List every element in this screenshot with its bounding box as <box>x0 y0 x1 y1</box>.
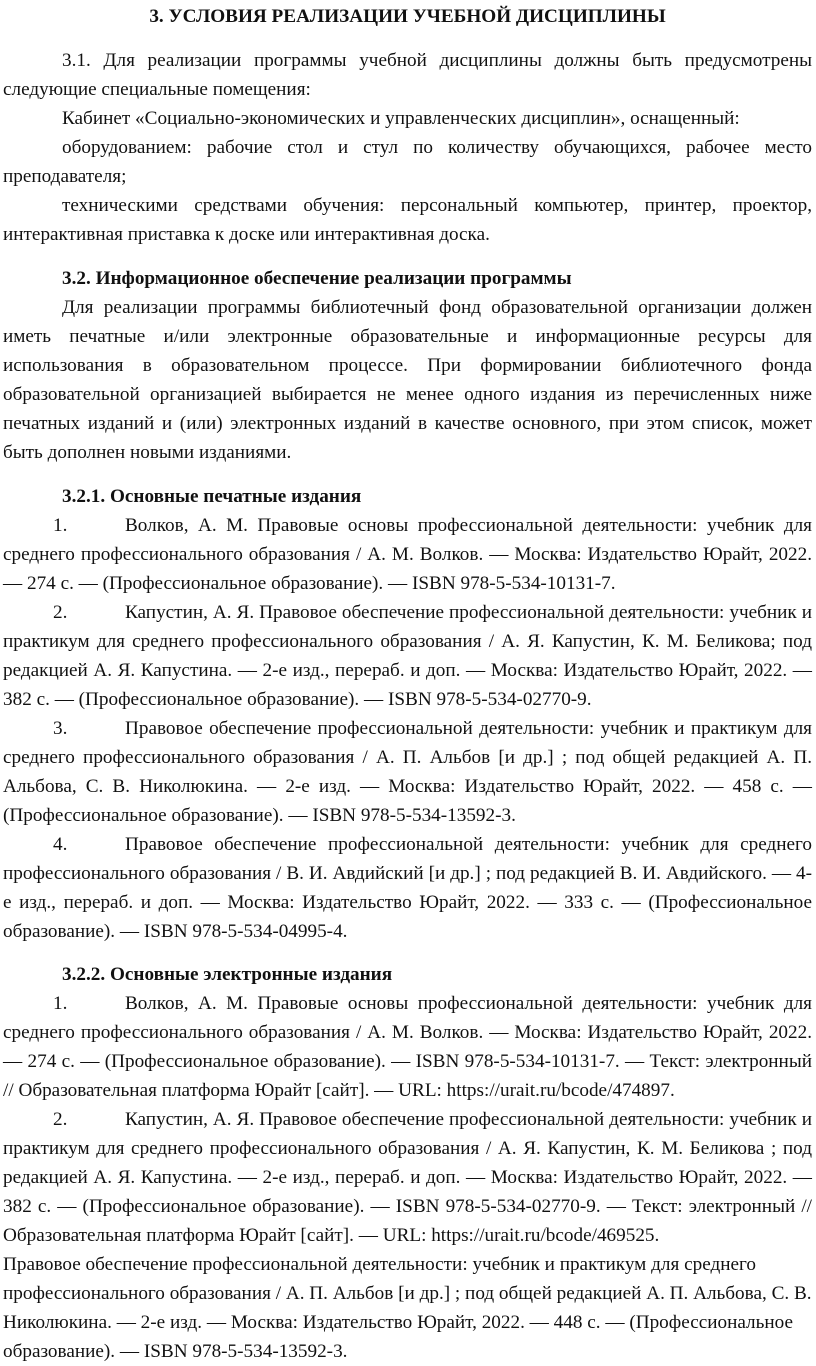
electronic-editions-list <box>3 989 812 1250</box>
cabinet-paragraph: Кабинет «Социально-экономических и управленческих дисциплин», оснащенный: <box>62 108 740 129</box>
list-item <box>3 989 812 1105</box>
spacer <box>3 31 812 46</box>
item-number: 4. <box>53 834 68 855</box>
item-text: Капустин, А. Я. Правовое обеспечение профессиональной деятельности: учебник и практикум для среднего профессионального образования / А. Я. Капустин, К. М. Беликова; под редакцией А. Я. Капустина. — 2-е изд., перераб. и доп. — Москва: Издательство Юрайт, 2022. — 382 с. — (Профессиональное образование). — ISBN 978-5-534-02770-9. <box>3 602 812 710</box>
item-text: Волков, А. М. Правовые основы профессиональной деятельности: учебник для среднего профессионального образования / А. М. Волков. — Москва: Издательство Юрайт, 2022. — 274 с. — (Профессиональное образование). — ISBN 978-5-534-10131-7. — Текст: электронный // Образовательная платформа Юрайт [сайт]. — URL: https://urait.ru/bcode/474897. <box>3 993 812 1101</box>
item-text: Правовое обеспечение профессиональной деятельности: учебник для среднего профессионального образования / В. И. Авдийский [и др.] ; под редакцией В. И. Авдийского. — 4-е изд., перераб. и доп. — Москва: Издательство Юрайт, 2022. — 333 с. — (Профессиональное образование). — ISBN 978-5-534-04995-4. <box>3 834 812 942</box>
page-title: 3. УСЛОВИЯ РЕАЛИЗАЦИИ УЧЕБНОЙ ДИСЦИПЛИНЫ <box>149 6 666 27</box>
item-text: Капустин, А. Я. Правовое обеспечение профессиональной деятельности: учебник и практикум для среднего профессионального образования / А. Я. Капустин, К. М. Беликова ; под редакцией А. Я. Капустина. — 2-е изд., перераб. и доп. — Москва: Издательство Юрайт, 2022. — 382 с. — (Профессиональное образование). — ISBN 978-5-534-02770-9. — Текст: электронный // Образовательная платформа Юрайт [сайт]. — URL: https://urait.ru/bcode/469525. <box>3 1109 812 1246</box>
spacer <box>3 946 812 960</box>
spacer <box>3 249 812 264</box>
section-3-1-paragraph: 3.1. Для реализации программы учебной дисциплины должны быть предусмотрены следующие специальные помещения: <box>3 50 812 100</box>
section-3-2-heading: 3.2. Информационное обеспечение реализации программы <box>62 268 572 289</box>
printed-editions-heading: 3.2.1. Основные печатные издания <box>62 486 362 507</box>
section-3-2-text: Для реализации программы библиотечный фонд образовательной организации должен иметь печатные и/или электронные образовательные и информационные ресурсы для использования в образовательном процессе. При формировании библиотечного фонда образовательной организацией выбирается не менее одного издания из перечисленных ниже печатных изданий и (или) электронных изданий в качестве основного, при этом список, может быть дополнен новыми изданиями. <box>3 297 812 463</box>
list-item <box>3 598 812 714</box>
item-number: 2. <box>53 1109 68 1130</box>
item-number: 1. <box>53 993 68 1014</box>
technical-means-paragraph: техническими средствами обучения: персональный компьютер, принтер, проектор, интерактивная приставка к доске или интерактивная доска. <box>3 195 812 245</box>
item-number: 3. <box>53 718 68 739</box>
item-text: Волков, А. М. Правовые основы профессиональной деятельности: учебник для среднего профессионального образования / А. М. Волков. — Москва: Издательство Юрайт, 2022. — 274 с. — (Профессиональное образование). — ISBN 978-5-534-10131-7. <box>3 515 812 594</box>
printed-editions-list <box>3 511 812 946</box>
electronic-editions-heading: 3.2.2. Основные электронные издания <box>62 964 393 985</box>
item-text: Правовое обеспечение профессиональной деятельности: учебник и практикум для среднего профессионального образования / А. П. Альбов [и др.] ; под общей редакцией А. П. Альбова, С. В. Николюкина. — 2-е изд. — Москва: Издательство Юрайт, 2022. — 458 с. — (Профессиональное образование). — ISBN 978-5-534-13592-3. <box>3 718 812 826</box>
list-item <box>3 830 812 946</box>
additional-edition-paragraph: Правовое обеспечение профессиональной деятельности: учебник и практикум для среднего профессионального образования / А. П. Альбов [и др.] ; под общей редакцией А. П. Альбова, С. В. Николюкина. — 2-е изд. — Москва: Издательство Юрайт, 2022. — 448 с. — (Профессиональное образование). — ISBN 978-5-534-13592-3. <box>3 1254 812 1362</box>
equipment-paragraph: оборудованием: рабочие стол и стул по количеству обучающихся, рабочее место преподавателя; <box>3 137 812 187</box>
item-number: 1. <box>53 515 68 536</box>
spacer <box>3 467 812 482</box>
list-item <box>3 714 812 830</box>
item-number: 2. <box>53 602 68 623</box>
list-item <box>3 511 812 598</box>
list-item <box>3 1105 812 1250</box>
